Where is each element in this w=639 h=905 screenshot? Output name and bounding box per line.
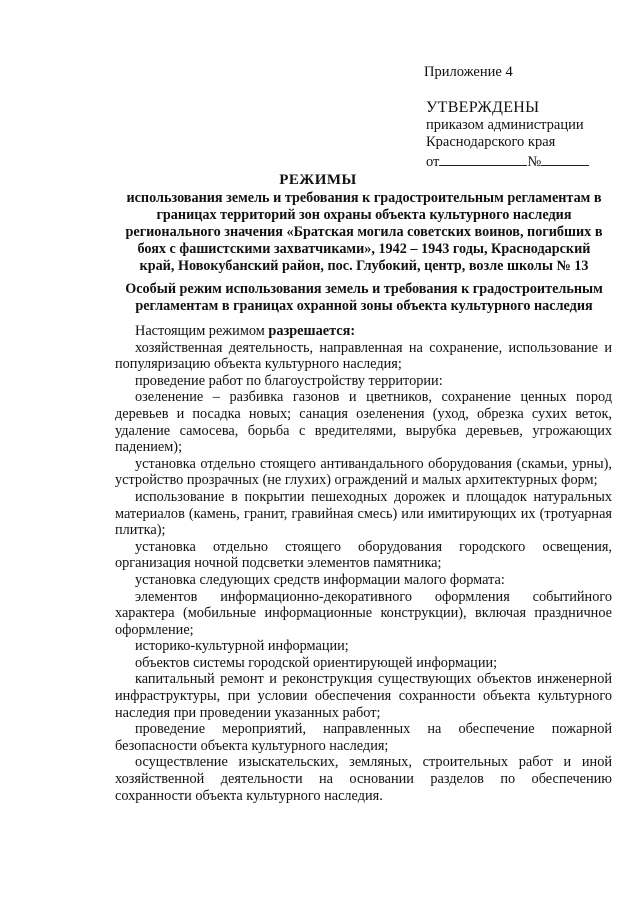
subtitle-line: регионального значения «Братская могила советских воинов, погибших в bbox=[125, 224, 603, 240]
appendix-label: Приложение 4 bbox=[424, 64, 513, 80]
date-blank-line bbox=[439, 152, 527, 166]
approval-block bbox=[426, 99, 589, 171]
order-line-2: Краснодарского края bbox=[426, 134, 556, 150]
number-blank-line bbox=[541, 152, 589, 166]
special-regime-heading bbox=[112, 281, 616, 315]
intro-bold-text: разрешается: bbox=[268, 323, 356, 339]
body-paragraph: озеленение – разбивка газонов и цветников, сохранение ценных пород деревьев и посадка новых; санация озеленения (уход, обрезка сухих веток, удаление самосева, борьба с вредителями, вырубка деревьев, угрожающих падением); bbox=[115, 389, 612, 456]
body-paragraph: использование в покрытии пешеходных дорожек и площадок натуральных материалов (камень, гранит, гравийная смесь) или имитирующих их (тротуарная плитка); bbox=[115, 488, 612, 539]
body-paragraph: осуществление изыскательских, земляных, строительных работ и иной хозяйственной деятельности на основании разделов по обеспечению сохранности объекта культурного наследия. bbox=[115, 754, 612, 804]
body-paragraph: проведение мероприятий, направленных на обеспечение пожарной безопасности объекта культурного наследия; bbox=[115, 721, 612, 754]
body-paragraph: установка отдельно стоящего оборудования городского освещения, организация ночной подсветки элементов памятника; bbox=[115, 538, 612, 572]
special-heading-line: Особый режим использования земель и требования к градостроительным bbox=[125, 281, 603, 297]
subtitle-line: границах территорий зон охраны объекта культурного наследия bbox=[156, 207, 572, 223]
body-paragraph: капитальный ремонт и реконструкция существующих объектов инженерной инфраструктуры, при условии обеспечения сохранности объекта культурного наследия при проведении указанных работ; bbox=[115, 671, 612, 721]
from-label: от bbox=[426, 153, 440, 170]
document-body bbox=[115, 323, 612, 804]
document-title: РЕЖИМЫ bbox=[279, 172, 357, 188]
intro-text: Настоящим режимом bbox=[135, 323, 269, 339]
body-paragraph: установка отдельно стоящего антивандального оборудования (скамьи, урны), устройство прозрачных (не глухих) ограждений и малых архитектурных форм; bbox=[115, 455, 612, 489]
subtitle-line: боях с фашистскими захватчиками», 1942 – 1943 годы, Краснодарский bbox=[137, 241, 591, 257]
special-heading-line: регламентам в границах охранной зоны объекта культурного наследия bbox=[135, 298, 593, 314]
approved-heading: УТВЕРЖДЕНЫ bbox=[426, 99, 540, 116]
date-number-line bbox=[426, 152, 589, 172]
body-paragraph: хозяйственная деятельность, направленная на сохранение, использование и популяризацию объекта культурного наследия; bbox=[115, 339, 612, 373]
order-line-1: приказом администрации bbox=[426, 116, 584, 133]
body-paragraph: установка следующих средств информации малого формата: bbox=[135, 571, 505, 588]
body-paragraph: элементов информационно-декоративного оформления событийного характера (мобильные информационные конструкции), включая праздничное оформление; bbox=[115, 588, 612, 638]
document-subtitle bbox=[112, 190, 616, 275]
body-paragraph: объектов системы городской ориентирующей информации; bbox=[135, 654, 498, 671]
intro-paragraph bbox=[115, 323, 612, 340]
subtitle-line: край, Новокубанский район, пос. Глубокий, центр, возле школы № 13 bbox=[139, 258, 589, 274]
subtitle-line: использования земель и требования к градостроительным регламентам в bbox=[126, 190, 602, 206]
number-label: № bbox=[527, 153, 542, 170]
body-paragraph: историко-культурной информации; bbox=[135, 638, 349, 655]
body-paragraph: проведение работ по благоустройству территории: bbox=[135, 372, 443, 389]
